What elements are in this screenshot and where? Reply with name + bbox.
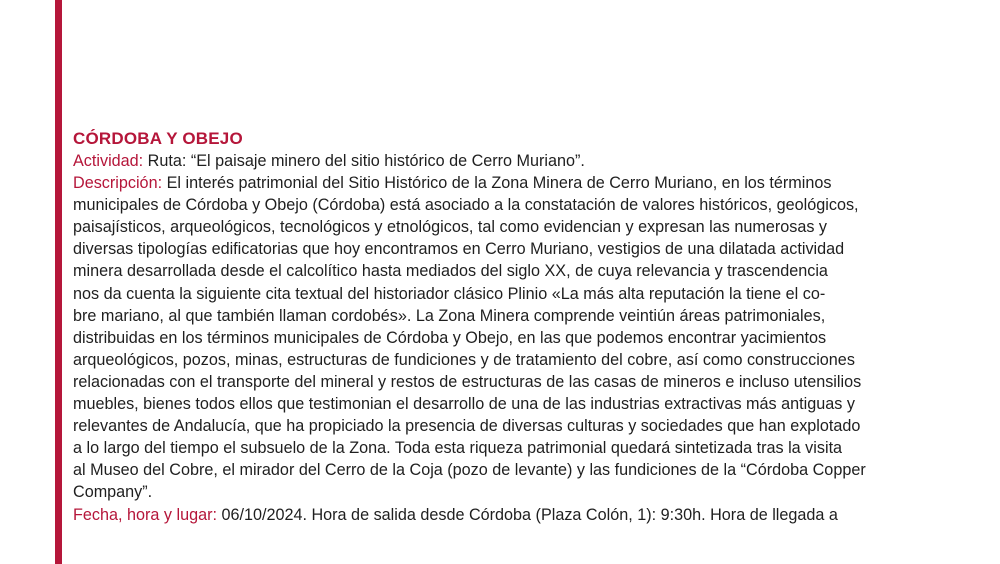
descripcion-line: muebles, bienes todos ellos que testimonian el desarrollo de una de las industrias extractivas más antiguas y	[73, 395, 855, 414]
actividad-line	[73, 150, 953, 172]
descripcion-line: minera desarrollada desde el calcolítico hasta mediados del siglo XX, de cuya relevancia y trascendencia	[73, 262, 828, 281]
activity-entry	[73, 128, 953, 526]
descripcion-line: a lo largo del tiempo el subsuelo de la Zona. Toda esta riqueza patrimonial quedará sintetizada tras la visita	[73, 439, 843, 458]
descripcion-text: El interés patrimonial del Sitio Histórico de la Zona Minera de Cerro Muriano, en los términos	[162, 174, 832, 193]
actividad-value: Ruta: “El paisaje minero del sitio histórico de Cerro Muriano”.	[143, 152, 585, 170]
descripcion-line: al Museo del Cobre, el mirador del Cerro de la Coja (pozo de levante) y las fundiciones de la “Córdoba Copper	[73, 461, 866, 480]
actividad-label: Actividad:	[73, 152, 144, 170]
left-accent-rule	[55, 0, 62, 564]
descripcion-paragraph	[73, 172, 953, 503]
descripcion-line: Company”.	[73, 483, 153, 502]
descripcion-line-0	[73, 172, 953, 194]
descripcion-line: relevantes de Andalucía, que ha propiciado la presencia de diversas culturas y sociedades que han explotado	[73, 417, 861, 436]
descripcion-line: municipales de Córdoba y Obejo (Córdoba) está asociado a la constatación de valores históricos, geológicos,	[73, 196, 859, 215]
descripcion-line: nos da cuenta la siguiente cita textual del historiador clásico Plinio «La más alta reputación la tiene el co-	[73, 284, 826, 303]
descripcion-line: relacionadas con el transporte del mineral y restos de estructuras de las casas de mineros e incluso utensilios	[73, 372, 862, 391]
descripcion-line: diversas tipologías edificatorias que hoy encontramos en Cerro Muriano, vestigios de una dilatada actividad	[73, 240, 845, 259]
descripcion-label: Descripción:	[73, 174, 163, 193]
fecha-line	[73, 504, 953, 526]
fecha-label: Fecha, hora y lugar:	[73, 505, 217, 524]
descripcion-line: distribuidas en los términos municipales de Córdoba y Obejo, en las que podemos encontrar yacimientos	[73, 328, 827, 347]
descripcion-line: paisajísticos, arqueológicos, tecnológicos y etnológicos, tal como evidencian y expresan las numerosas y	[73, 218, 828, 237]
descripcion-line: bre mariano, al que también llaman cordobés». La Zona Minera comprende veintiún áreas patrimoniales,	[73, 306, 826, 325]
location-heading: CÓRDOBA Y OBEJO	[73, 129, 243, 148]
fecha-value: 06/10/2024. Hora de salida desde Córdoba (Plaza Colón, 1): 9:30h. Hora de llegada a	[216, 505, 838, 524]
descripcion-line: arqueológicos, pozos, minas, estructuras de fundiciones y de tratamiento del cobre, así como construcciones	[73, 350, 855, 369]
